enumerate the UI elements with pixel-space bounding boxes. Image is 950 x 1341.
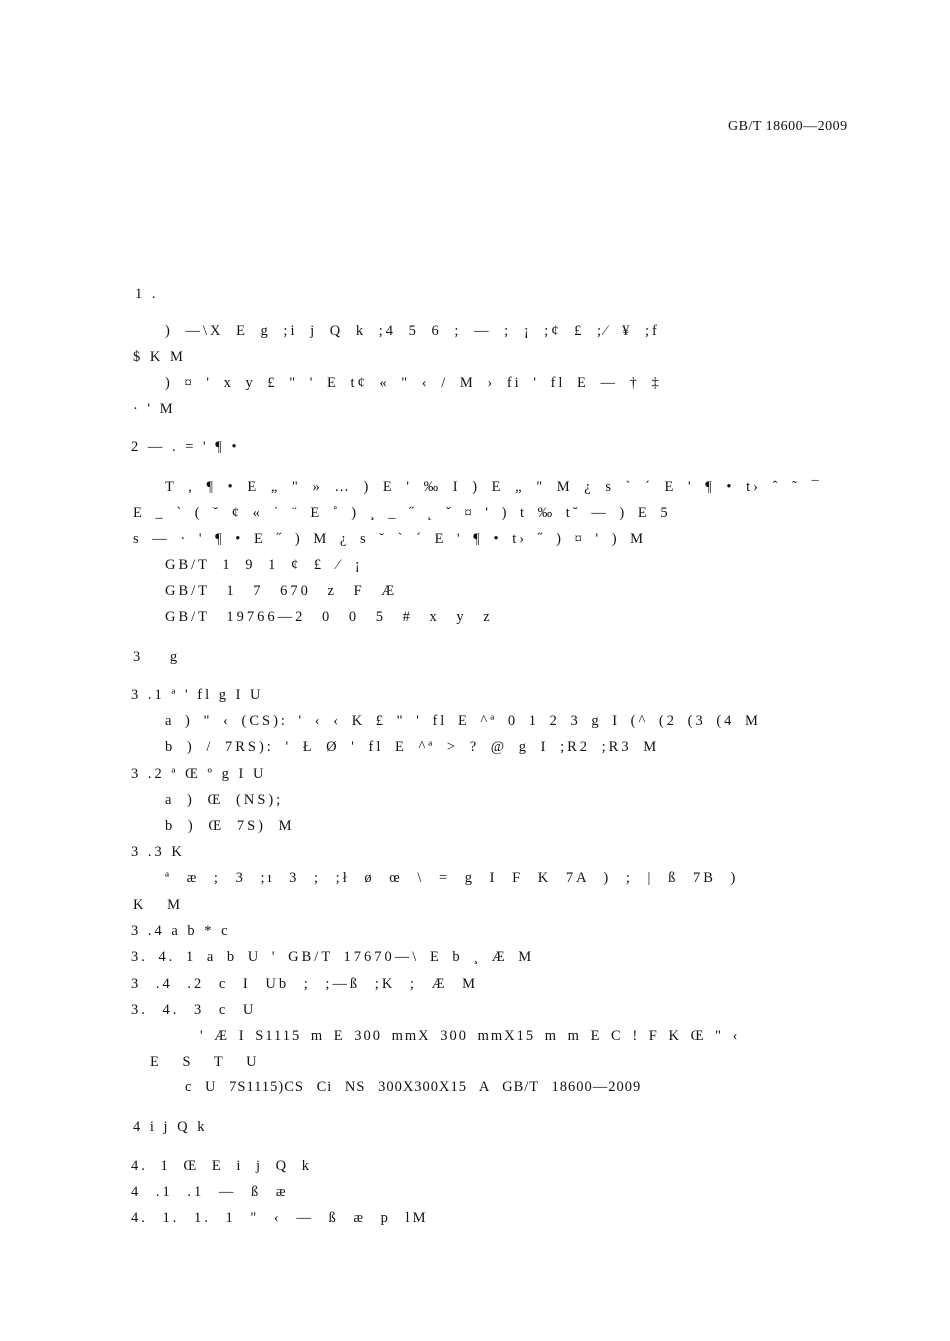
list-item: b ) Œ 7S) M: [165, 818, 295, 834]
list-item: a ) " ‹ (CS): ' ‹ ‹ K £ " ' fl E ^ª 0 1 2 3 g I (^ (2 (3 (4 M: [165, 713, 761, 729]
clause-line: 3. 4. 3 c U: [131, 1002, 257, 1018]
list-item: a ) Œ (NS);: [165, 792, 284, 808]
body-line: ) ¤ ' x y £ " ' E t¢ « " ‹ / M › fi ' fl E — † ‡: [165, 375, 662, 391]
clause-line: 3 .4 .2 c I Ub ; ;—ß ;K ; Æ M: [131, 976, 478, 992]
body-line: · ' M: [133, 401, 176, 417]
list-item: b ) / 7RS): ' Ł Ø ' fl E ^ª > ? @ g I ;R2 ;R3 M: [165, 739, 660, 755]
subsection-heading: 3 .2 ª Œ º g I U: [131, 766, 267, 782]
reference-item: GB/T 1 9 1 ¢ £ ⁄ ¡: [165, 557, 363, 573]
body-line: ' Æ I S1115 m E 300 mmX 300 mmX15 m m E C ! F K Œ " ‹: [200, 1028, 740, 1044]
body-line: T , ¶ • E „ " » … ) E ' ‰ I ) E „ " M ¿ s ` ´ E ' ¶ • t› ˆ ˜ ¯: [165, 479, 822, 495]
subsection-heading: 3 .1 ª ' fl g I U: [131, 687, 264, 703]
subsection-heading: 3 .4 a b * c: [131, 923, 231, 939]
body-line: ) —\X E g ;i j Q k ;4 5 6 ; — ; ¡ ;¢ £ ;⁄ ¥ ;f: [165, 323, 660, 339]
clause-line: 3. 4. 1 a b U ' GB/T 17670—\ E b ¸ Æ M: [131, 949, 535, 965]
subsection-heading: 4 .1 .1 — ß æ: [131, 1184, 289, 1200]
body-line: s — · ' ¶ • E ˝ ) M ¿ s ˘ ` ´ E ' ¶ • t› ˝ ) ¤ ' ) M: [133, 531, 647, 547]
body-line: E S T U: [150, 1054, 260, 1070]
section-heading-3: 3 g: [133, 649, 181, 665]
section-heading-4: 4 i j Q k: [133, 1119, 208, 1135]
body-line: E _ ` ( ˘ ¢ « ˙ ¨ E ˚ ) ¸ _ ˝ ˛ ˇ ¤ ' ) t ‰ t˘ — ) E 5: [133, 505, 671, 521]
body-line: c U 7S1115)CS Ci NS 300X300X15 A GB/T 18600—2009: [185, 1079, 642, 1095]
body-line: ª æ ; 3 ;ı 3 ; ;ł ø œ \ = g I F K 7A ) ; | ß 7B ): [165, 870, 739, 886]
reference-item: GB/T 1 7 670 z F Æ: [165, 583, 398, 599]
subsection-heading: 3 .3 K: [131, 844, 185, 860]
subsection-heading: 4. 1. 1. 1 " ‹ — ß æ p lM: [131, 1210, 429, 1226]
body-line: $ K M: [133, 349, 186, 365]
reference-item: GB/T 19766—2 0 0 5 # x y z: [165, 609, 493, 625]
body-line: K M: [133, 897, 183, 913]
section-heading-1: 1 .: [135, 286, 159, 302]
page-header-code: GB/T 18600—2009: [728, 119, 848, 134]
section-heading-2: 2 — . = ' ¶ •: [131, 439, 240, 455]
subsection-heading: 4. 1 Œ E i j Q k: [131, 1158, 313, 1174]
